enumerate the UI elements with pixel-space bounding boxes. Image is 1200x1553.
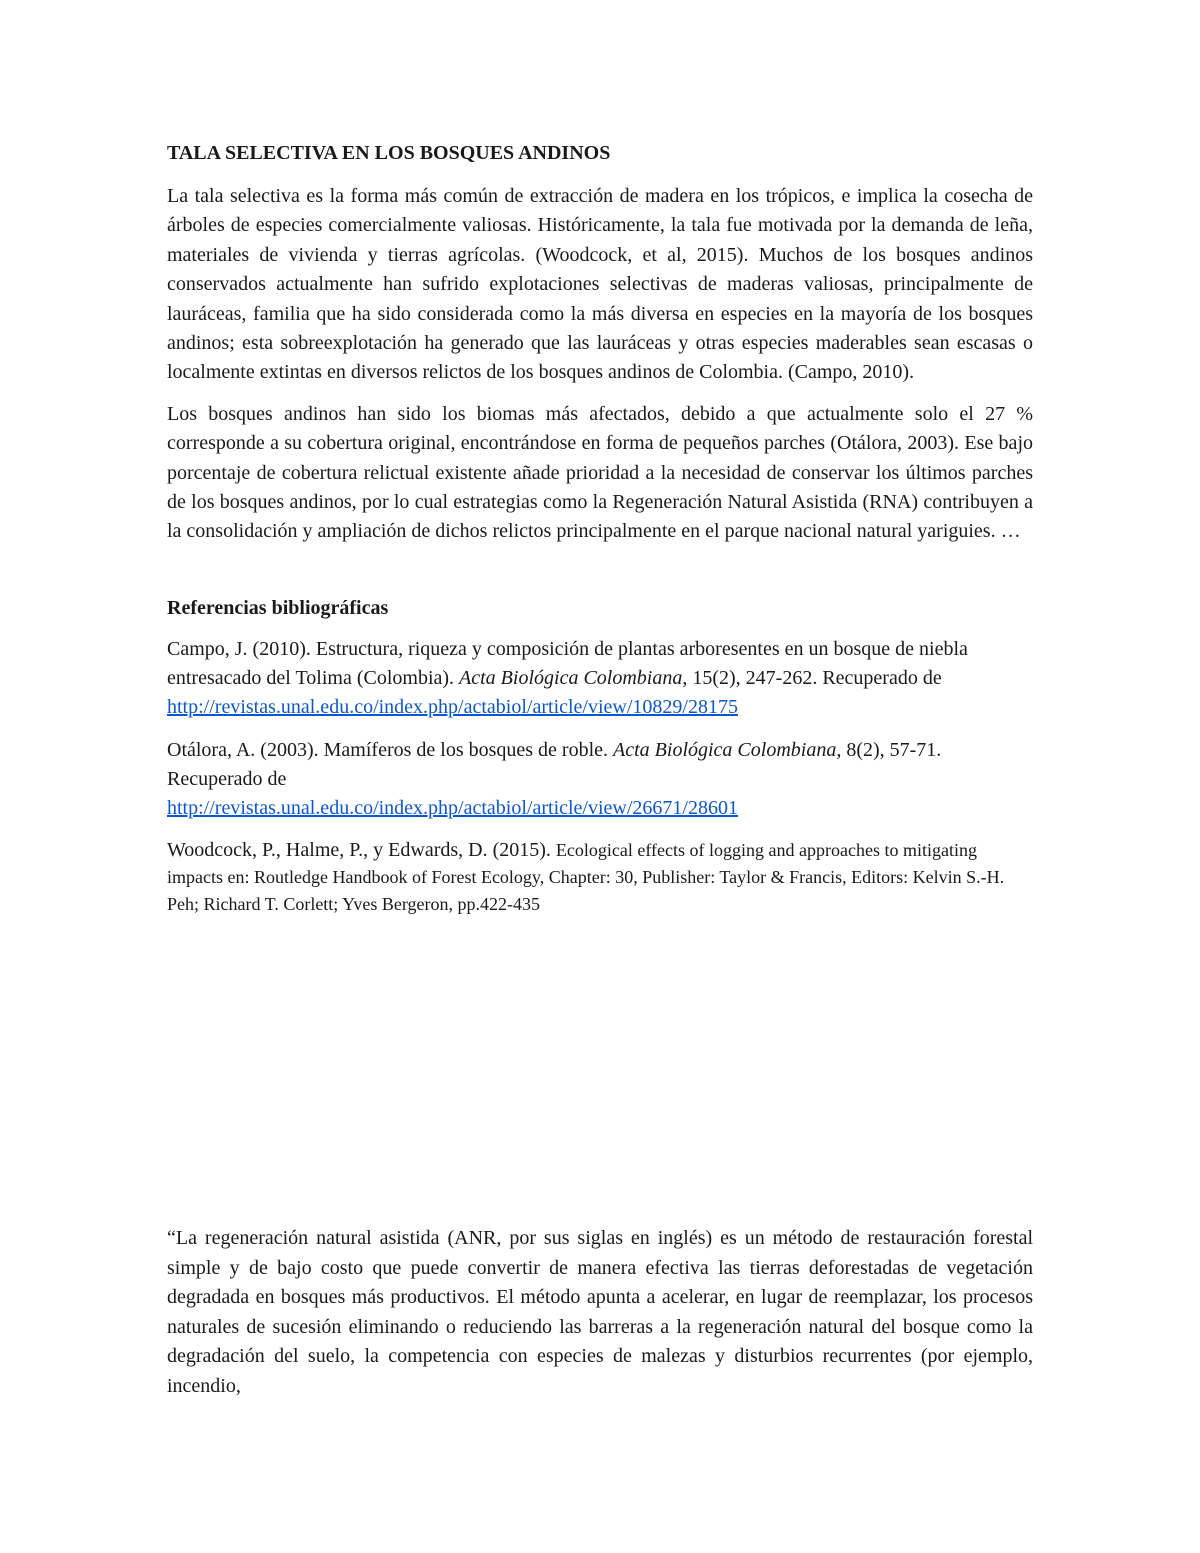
reference-text: Ecological effects of logging and approaches to mitigating impacts en: Routledge Handbook of Forest Ecology, Chapter: 30, Publisher: Taylor & Francis, Editors: Kelvin S.-H. Peh; Richard T. Corlett; Yves Bergeron, pp.422-435 [167,839,1005,914]
document-body [167,138,1033,932]
paragraph-tala-selectiva: La tala selectiva es la forma más común de extracción de madera en los trópicos, e implica la cosecha de árboles de especies comercialmente valiosas. Históricamente, la tala fue motivada por la demanda de leña, materiales de vivienda y tierras agrícolas. (Woodcock, et al, 2015). Muchos de los bosques andinos conservados actualmente han sufrido explotaciones selectivas de maderas valiosas, principalmente de lauráceas, familia que ha sido considerada como la más diversa en especies en la mayoría de los bosques andinos; esta sobreexplotación ha generado que las lauráceas y otras especies maderables sean escasas o localmente extintas en diversos relictos de los bosques andinos de Colombia. (Campo, 2010). [167,185,1033,384]
reference-authors: Woodcock, P., Halme, P., y Edwards, D. (2015). [167,838,556,861]
reference-otalora [167,736,1033,823]
document-title: TALA SELECTIVA EN LOS BOSQUES ANDINOS [167,142,611,164]
reference-link[interactable]: http://revistas.unal.edu.co/index.php/actabiol/article/view/26671/28601 [167,796,738,819]
reference-journal: Acta Biológica Colombiana [459,666,683,689]
reference-text: Campo, J. (2010). Estructura, riqueza y composición de plantas arboresentes en un bosque de niebla entresacado del Tolima (Colombia). [167,637,968,689]
references-heading: Referencias bibliográficas [167,596,389,619]
reference-text: 8(2), 57-71. Recuperado de [167,738,942,790]
reference-text: , 15(2), 247-262. Recuperado de [682,666,942,689]
reference-campo [167,635,1033,722]
quote-paragraph: “La regeneración natural asistida (ANR, por sus siglas en inglés) es un método de restauración forestal simple y de bajo costo que puede convertir de manera efectiva las tierras deforestadas de vegetación degradada en bosques más productivos. El método apunta a acelerar, en lugar de reemplazar, los procesos naturales de sucesión eliminando o reduciendo las barreras a la regeneración natural del bosque como la degradación del suelo, la competencia con especies de malezas y disturbios recurrentes (por ejemplo, incendio, [167,1227,1033,1397]
reference-woodcock [167,837,1033,918]
reference-text: Otálora, A. (2003). Mamíferos de los bosques de roble. [167,738,614,761]
reference-link[interactable]: http://revistas.unal.edu.co/index.php/actabiol/article/view/10829/28175 [167,695,738,718]
reference-journal: Acta Biológica Colombiana, [613,738,842,761]
paragraph-bosques-andinos: Los bosques andinos han sido los biomas más afectados, debido a que actualmente solo el 27 % corresponde a su cobertura original, encontrándose en forma de pequeños parches (Otálora, 2003). Ese bajo porcentaje de cobertura relictual existente añade prioridad a la necesidad de conservar los últimos parches de los bosques andinos, por lo cual estrategias como la Regeneración Natural Asistida (RNA) contribuyen a la consolidación y ampliación de dichos relictos principalmente en el parque nacional natural yariguies. … [167,402,1033,543]
